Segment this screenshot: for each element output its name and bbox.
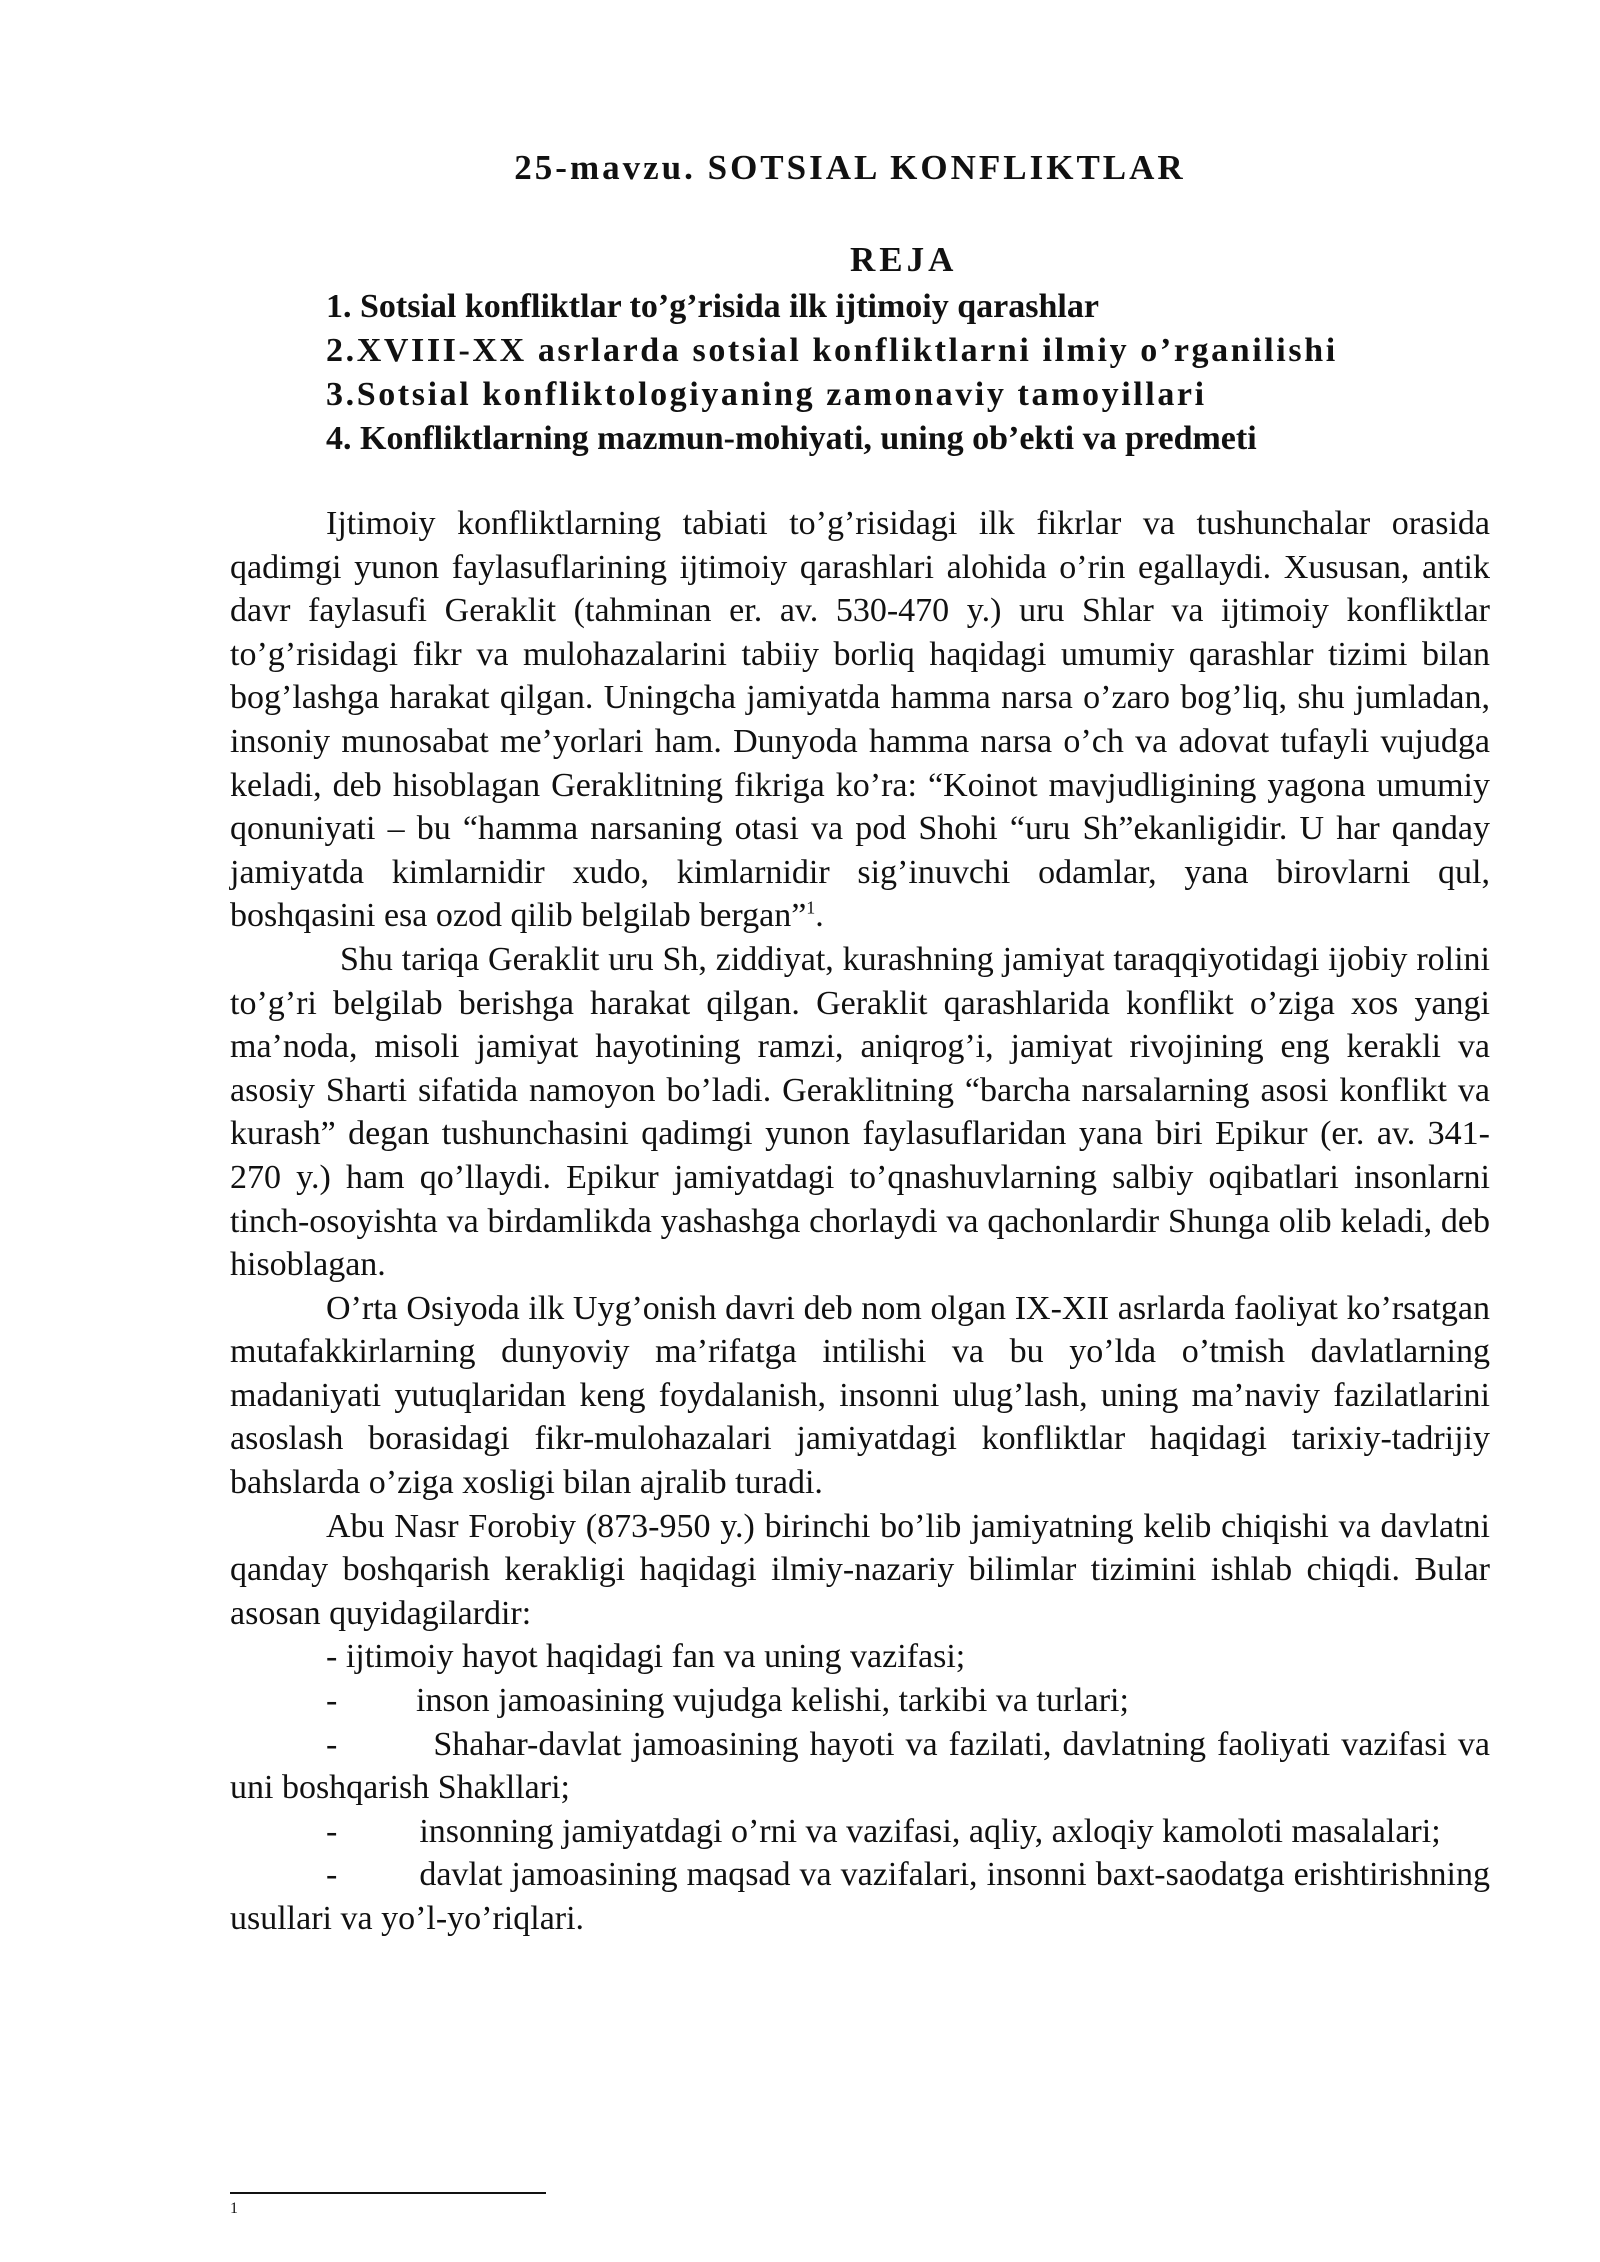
plan-item: 2.XVIII-XX asrlarda sotsial konfliktlarni ilmiy o’rganilishi [326,332,1338,369]
list-item [230,1810,1490,1854]
footnote-number: 1 [230,2200,238,2217]
plan-item: 1. Sotsial konfliktlar to’g’risida ilk ijtimoiy qarashlar [326,288,1099,325]
list-item [230,1679,1490,1723]
paragraph: O’rta Osiyoda ilk Uyg’onish davri deb nom olgan IX-XII asrlarda faoliyat ko’rsatgan mutafakkirlarning dunyoviy ma’rifatga intilishi va bu yo’lda o’tmish davlatlarning madaniyati yutuqlaridan keng foydalanish, insonni ulug’lash, uning ma’naviy fazilatlarini asoslash borasidagi fikr-mulohazalari jamiyatdagi konfliktlar haqidagi tarixiy-tadrijiy bahslarda o’ziga xosligi bilan ajralib turadi. [230,1289,1490,1502]
list-item-text: Shahar-davlat jamoasining hayoti va fazilati, davlatning faoliyati vazifasi va uni boshqarish Shakllari; [230,1725,1490,1807]
list-item [230,1723,1490,1810]
list-dash: - [326,1856,338,1894]
plan-heading: REJA [850,240,958,279]
list-item-text: davlat jamoasining maqsad va vazifalari, insonni baxt-saodatga erishtirishning usullari va yo’l-yo’riqlari. [230,1856,1490,1937]
list-dash: - [326,1812,338,1850]
list-item-text: insonning jamiyatdagi o’rni va vazifasi, aqliy, axloqiy kamoloti masalalari; [419,1812,1441,1850]
body-text [230,502,1490,1941]
paragraph: Ijtimoiy konfliktlarning tabiati to’g’risidagi ilk fikrlar va tushunchalar orasida qadimgi yunon faylasuflarining ijtimoiy qarashlari alohida o’rin egallaydi. Xususan, antik davr faylasufi Geraklit (tahminan er. av. 530-470 y.) uru Shlar va ijtimoiy konfliktlar to’g’risidagi fikr va mulohazalarini tabiiy borliq haqidagi umumiy qarashlar tizimi bilan bog’lashga harakat qilgan. Uningcha jamiyatda hamma narsa o’zaro bog’liq, shu jumladan, insoniy munosabat me’yorlari ham. Dunyoda hamma narsa o’ch va adovat tufayli vujudga keladi, deb hisoblagan Geraklitning fikriga ko’ra: “Koinot mavjudligining yagona umumiy qonuniyati – bu “hamma narsaning otasi va pod Shohi “uru Sh”ekanligidir. U har qanday jamiyatda kimlarnidir xudo, kimlarnidir sig’inuvchi odamlar, yana birovlarni qul, boshqasini esa ozod qilib belgilab bergan”$^1$. [230,505,1490,935]
paragraph: Shu tariqa Geraklit uru Sh, ziddiyat, kurashning jamiyat taraqqiyotidagi ijobiy rolini to’g’ri belgilab berishga harakat qilgan. Geraklit qarashlarida konflikt o’ziga xos yangi ma’noda, misoli jamiyat hayotining ramzi, aniqrog’i, jamiyat rivojining eng kerakli va asosiy Sharti sifatida namoyon bo’ladi. Geraklitning “barcha narsalarning asosi konflikt va kurash” degan tushunchasini qadimgi yunon faylasuflaridan yana biri Epikur (er. av. 341-270 y.) ham qo’llaydi. Epikur jamiyatdagi to’qnashuvlarning salbiy oqibatlari insonlarni tinch-osoyishta va birdamlikda yashashga chorlaydi va qachonlardir Shunga olib keladi, deb hisoblagan. [230,940,1490,1284]
list-item-text: inson jamoasining vujudga kelishi, tarkibi va turlari; [416,1682,1129,1720]
page-title: 25-mavzu. SOTSIAL KONFLIKTLAR [514,148,1186,187]
list-dash: - [326,1682,338,1720]
footnote-reference: 1 [806,898,816,919]
list-dash: - [326,1725,338,1763]
list-item: - ijtimoiy hayot haqidagi fan va uning vazifasi; [326,1638,966,1676]
plan-list [326,285,1506,461]
plan-item: 3.Sotsial konfliktologiyaning zamonaviy tamoyillari [326,376,1207,413]
footnote-separator [230,2192,546,2194]
plan-item: 4. Konfliktlarning mazmun-mohiyati, uning ob’ekti va predmeti [326,420,1257,457]
paragraph-text: Ijtimoiy konfliktlarning tabiati to’g’risidagi ilk fikrlar va tushunchalar orasida qadimgi yunon faylasuflarining ijtimoiy qarashlari alohida o’rin egallaydi. Xususan, antik davr faylasufi Geraklit (tahminan er. av. 530-470 y.) uru Shlar va ijtimoiy konfliktlar to’g’risidagi fikr va mulohazalarini tabiiy borliq haqidagi umumiy qarashlar tizimi bilan bog’lashga harakat qilgan. Uningcha jamiyatda hamma narsa o’zaro bog’liq, shu jumladan, insoniy munosabat me’yorlari ham. Dunyoda hamma narsa o’ch va adovat tufayli vujudga keladi, deb hisoblagan Geraklitning fikriga ko’ra: “Koinot mavjudligining yagona umumiy qonuniyati – bu “hamma narsaning otasi va pod Shohi “uru Sh”ekanligidir. U har qanday jamiyatda kimlarnidir xudo, kimlarnidir sig’inuvchi odamlar, yana birovlarni qul, boshqasini esa ozod qilib belgilab bergan” [230,505,1490,935]
paragraph: Abu Nasr Forobiy (873-950 y.) birinchi bo’lib jamiyatning kelib chiqishi va davlatni qanday boshqarish kerakligi haqidagi ilmiy-nazariy bilimlar tizimini ishlab chiqdi. Bular asosan quyidagilardir: [230,1507,1490,1632]
list-item [230,1853,1490,1940]
